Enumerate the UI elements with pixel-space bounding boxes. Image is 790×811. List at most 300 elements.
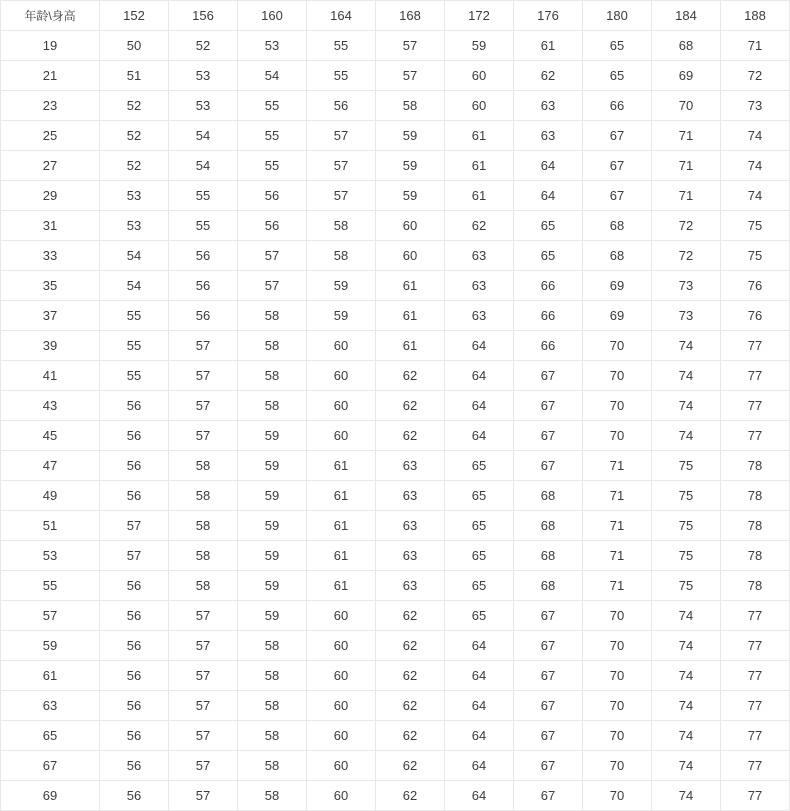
table-cell: 53 <box>238 31 307 61</box>
table-cell: 64 <box>445 361 514 391</box>
table-cell: 71 <box>652 181 721 211</box>
table-cell: 74 <box>652 331 721 361</box>
table-cell: 52 <box>100 91 169 121</box>
table-cell: 59 <box>238 571 307 601</box>
table-cell: 78 <box>721 481 790 511</box>
table-row <box>1 481 790 511</box>
table-cell: 70 <box>583 751 652 781</box>
table-cell: 72 <box>721 61 790 91</box>
table-cell: 70 <box>583 661 652 691</box>
table-row <box>1 301 790 331</box>
table-cell: 58 <box>238 391 307 421</box>
table-cell: 77 <box>721 331 790 361</box>
table-cell: 74 <box>652 361 721 391</box>
table-cell: 65 <box>445 481 514 511</box>
table-cell: 59 <box>376 181 445 211</box>
table-cell: 57 <box>307 181 376 211</box>
table-cell: 53 <box>100 181 169 211</box>
table-cell: 75 <box>652 571 721 601</box>
table-cell: 74 <box>652 601 721 631</box>
table-cell: 70 <box>583 721 652 751</box>
table-cell: 57 <box>238 241 307 271</box>
table-cell: 70 <box>583 691 652 721</box>
row-header: 59 <box>1 631 100 661</box>
table-cell: 70 <box>583 331 652 361</box>
row-header: 33 <box>1 241 100 271</box>
table-cell: 58 <box>169 481 238 511</box>
table-row <box>1 451 790 481</box>
table-cell: 60 <box>307 631 376 661</box>
table-cell: 60 <box>307 781 376 811</box>
table-cell: 62 <box>376 391 445 421</box>
table-cell: 58 <box>238 331 307 361</box>
table-cell: 56 <box>100 721 169 751</box>
table-cell: 56 <box>100 421 169 451</box>
table-cell: 56 <box>307 91 376 121</box>
table-body <box>1 31 790 811</box>
table-row <box>1 61 790 91</box>
table-cell: 78 <box>721 541 790 571</box>
column-header: 152 <box>100 1 169 31</box>
table-cell: 72 <box>652 241 721 271</box>
table-cell: 64 <box>514 181 583 211</box>
table-cell: 64 <box>514 151 583 181</box>
table-cell: 75 <box>652 451 721 481</box>
table-cell: 57 <box>100 541 169 571</box>
table-cell: 64 <box>445 421 514 451</box>
table-cell: 75 <box>652 541 721 571</box>
table-cell: 56 <box>100 391 169 421</box>
table-corner-header: 年龄\身高 <box>1 1 100 31</box>
table-cell: 61 <box>307 481 376 511</box>
row-header: 55 <box>1 571 100 601</box>
table-cell: 68 <box>514 571 583 601</box>
table-row <box>1 181 790 211</box>
table-cell: 77 <box>721 721 790 751</box>
table-cell: 62 <box>376 601 445 631</box>
row-header: 31 <box>1 211 100 241</box>
table-cell: 70 <box>583 601 652 631</box>
table-cell: 53 <box>169 61 238 91</box>
table-cell: 59 <box>376 151 445 181</box>
table-cell: 73 <box>721 91 790 121</box>
table-cell: 55 <box>238 151 307 181</box>
table-cell: 57 <box>169 631 238 661</box>
table-cell: 61 <box>514 31 583 61</box>
table-cell: 70 <box>583 631 652 661</box>
table-cell: 78 <box>721 571 790 601</box>
row-header: 47 <box>1 451 100 481</box>
table-cell: 65 <box>445 541 514 571</box>
table-cell: 61 <box>307 541 376 571</box>
table-cell: 58 <box>169 571 238 601</box>
table-row <box>1 391 790 421</box>
table-cell: 63 <box>514 91 583 121</box>
table-cell: 67 <box>514 601 583 631</box>
table-cell: 70 <box>583 391 652 421</box>
table-cell: 75 <box>652 481 721 511</box>
table-row <box>1 631 790 661</box>
table-cell: 59 <box>238 421 307 451</box>
table-cell: 60 <box>376 211 445 241</box>
table-cell: 71 <box>652 151 721 181</box>
table-row <box>1 661 790 691</box>
row-header: 25 <box>1 121 100 151</box>
table-cell: 56 <box>169 241 238 271</box>
table-header <box>1 1 790 31</box>
table-cell: 60 <box>307 361 376 391</box>
table-cell: 67 <box>514 391 583 421</box>
table-cell: 55 <box>169 181 238 211</box>
table-cell: 67 <box>514 631 583 661</box>
table-cell: 74 <box>652 751 721 781</box>
table-cell: 56 <box>100 751 169 781</box>
table-cell: 65 <box>445 511 514 541</box>
table-cell: 58 <box>169 541 238 571</box>
table-cell: 68 <box>583 211 652 241</box>
table-cell: 56 <box>238 181 307 211</box>
column-header: 156 <box>169 1 238 31</box>
table-cell: 52 <box>100 121 169 151</box>
table-cell: 77 <box>721 391 790 421</box>
table-cell: 59 <box>307 301 376 331</box>
table-cell: 60 <box>307 331 376 361</box>
row-header: 19 <box>1 31 100 61</box>
table-row <box>1 31 790 61</box>
table-cell: 67 <box>514 451 583 481</box>
table-header-row <box>1 1 790 31</box>
row-header: 43 <box>1 391 100 421</box>
table-cell: 58 <box>376 91 445 121</box>
table-row <box>1 331 790 361</box>
row-header: 49 <box>1 481 100 511</box>
table-row <box>1 421 790 451</box>
table-row <box>1 541 790 571</box>
table-cell: 74 <box>721 121 790 151</box>
table-cell: 55 <box>307 61 376 91</box>
table-cell: 75 <box>721 211 790 241</box>
table-cell: 57 <box>376 31 445 61</box>
row-header: 29 <box>1 181 100 211</box>
table-cell: 77 <box>721 661 790 691</box>
table-row <box>1 361 790 391</box>
table-cell: 50 <box>100 31 169 61</box>
table-cell: 58 <box>238 751 307 781</box>
table-cell: 73 <box>652 301 721 331</box>
table-row <box>1 691 790 721</box>
table-cell: 67 <box>514 691 583 721</box>
table-cell: 64 <box>445 781 514 811</box>
table-cell: 57 <box>169 421 238 451</box>
table-cell: 62 <box>376 421 445 451</box>
table-cell: 60 <box>307 421 376 451</box>
table-cell: 77 <box>721 751 790 781</box>
table-row <box>1 121 790 151</box>
column-header: 172 <box>445 1 514 31</box>
table-cell: 65 <box>583 61 652 91</box>
table-cell: 59 <box>238 481 307 511</box>
table-cell: 56 <box>100 631 169 661</box>
table-cell: 61 <box>445 181 514 211</box>
table-cell: 74 <box>652 391 721 421</box>
table-cell: 64 <box>445 691 514 721</box>
table-cell: 74 <box>721 151 790 181</box>
row-header: 41 <box>1 361 100 391</box>
table-cell: 63 <box>445 271 514 301</box>
table-cell: 58 <box>238 781 307 811</box>
table-cell: 55 <box>238 91 307 121</box>
column-header: 180 <box>583 1 652 31</box>
table-cell: 68 <box>652 31 721 61</box>
table-cell: 56 <box>100 481 169 511</box>
table-cell: 67 <box>514 361 583 391</box>
table-cell: 55 <box>100 331 169 361</box>
table-cell: 76 <box>721 301 790 331</box>
table-cell: 59 <box>238 541 307 571</box>
row-header: 23 <box>1 91 100 121</box>
table-cell: 63 <box>445 241 514 271</box>
table-cell: 71 <box>721 31 790 61</box>
table-cell: 59 <box>445 31 514 61</box>
table-row <box>1 511 790 541</box>
table-cell: 64 <box>445 661 514 691</box>
table-cell: 71 <box>652 121 721 151</box>
table-row <box>1 241 790 271</box>
table-cell: 63 <box>376 451 445 481</box>
row-header: 65 <box>1 721 100 751</box>
row-header: 53 <box>1 541 100 571</box>
table-cell: 63 <box>376 481 445 511</box>
table-cell: 57 <box>169 391 238 421</box>
table-row <box>1 721 790 751</box>
table-cell: 69 <box>583 271 652 301</box>
table-cell: 64 <box>445 751 514 781</box>
table-cell: 76 <box>721 271 790 301</box>
table-cell: 67 <box>583 151 652 181</box>
table-row <box>1 211 790 241</box>
table-row <box>1 91 790 121</box>
table-cell: 65 <box>583 31 652 61</box>
table-cell: 78 <box>721 511 790 541</box>
table-cell: 74 <box>652 421 721 451</box>
table-cell: 61 <box>376 301 445 331</box>
table-cell: 74 <box>652 691 721 721</box>
table-cell: 60 <box>307 751 376 781</box>
table-cell: 62 <box>376 691 445 721</box>
table-cell: 64 <box>445 721 514 751</box>
table-cell: 57 <box>376 61 445 91</box>
table-cell: 64 <box>445 331 514 361</box>
table-cell: 70 <box>583 421 652 451</box>
table-cell: 62 <box>376 721 445 751</box>
row-header: 27 <box>1 151 100 181</box>
table-cell: 62 <box>376 781 445 811</box>
table-cell: 60 <box>445 91 514 121</box>
table-cell: 60 <box>307 691 376 721</box>
table-cell: 66 <box>514 301 583 331</box>
table-cell: 57 <box>169 361 238 391</box>
table-cell: 77 <box>721 361 790 391</box>
table-cell: 57 <box>169 331 238 361</box>
table-cell: 56 <box>100 601 169 631</box>
table-cell: 57 <box>169 661 238 691</box>
table-cell: 58 <box>238 631 307 661</box>
column-header: 176 <box>514 1 583 31</box>
table-cell: 65 <box>514 241 583 271</box>
table-row <box>1 151 790 181</box>
row-header: 37 <box>1 301 100 331</box>
table-cell: 64 <box>445 391 514 421</box>
row-header: 67 <box>1 751 100 781</box>
table-cell: 67 <box>514 421 583 451</box>
table-cell: 71 <box>583 511 652 541</box>
table-cell: 55 <box>100 361 169 391</box>
table-cell: 77 <box>721 781 790 811</box>
table-cell: 69 <box>583 301 652 331</box>
table-cell: 69 <box>652 61 721 91</box>
table-cell: 56 <box>100 691 169 721</box>
table-cell: 58 <box>238 691 307 721</box>
table-cell: 74 <box>721 181 790 211</box>
table-cell: 70 <box>583 781 652 811</box>
table-cell: 57 <box>100 511 169 541</box>
table-cell: 67 <box>583 181 652 211</box>
table-cell: 68 <box>514 511 583 541</box>
table-cell: 65 <box>445 451 514 481</box>
table-cell: 71 <box>583 481 652 511</box>
table-cell: 57 <box>169 691 238 721</box>
table-cell: 58 <box>307 211 376 241</box>
row-header: 45 <box>1 421 100 451</box>
table-cell: 77 <box>721 601 790 631</box>
table-cell: 54 <box>100 241 169 271</box>
table-cell: 73 <box>652 271 721 301</box>
table-cell: 57 <box>307 151 376 181</box>
column-header: 164 <box>307 1 376 31</box>
table-cell: 63 <box>514 121 583 151</box>
table-cell: 60 <box>307 391 376 421</box>
table-cell: 59 <box>238 511 307 541</box>
table-cell: 58 <box>169 511 238 541</box>
column-header: 188 <box>721 1 790 31</box>
table-cell: 65 <box>445 601 514 631</box>
table-row <box>1 601 790 631</box>
table-cell: 63 <box>445 301 514 331</box>
table-cell: 68 <box>514 541 583 571</box>
row-header: 39 <box>1 331 100 361</box>
table-cell: 75 <box>721 241 790 271</box>
table-cell: 61 <box>445 121 514 151</box>
table-cell: 71 <box>583 571 652 601</box>
table-cell: 58 <box>307 241 376 271</box>
table-cell: 77 <box>721 631 790 661</box>
table-cell: 58 <box>169 451 238 481</box>
table-cell: 60 <box>307 661 376 691</box>
row-header: 69 <box>1 781 100 811</box>
table-cell: 59 <box>238 601 307 631</box>
column-header: 160 <box>238 1 307 31</box>
table-cell: 58 <box>238 721 307 751</box>
table-cell: 61 <box>307 511 376 541</box>
table-cell: 58 <box>238 301 307 331</box>
table-cell: 77 <box>721 691 790 721</box>
table-cell: 60 <box>445 61 514 91</box>
table-cell: 63 <box>376 571 445 601</box>
table-cell: 74 <box>652 661 721 691</box>
table-cell: 74 <box>652 631 721 661</box>
table-cell: 67 <box>514 751 583 781</box>
table-cell: 61 <box>307 571 376 601</box>
row-header: 57 <box>1 601 100 631</box>
table-cell: 56 <box>100 661 169 691</box>
column-header: 168 <box>376 1 445 31</box>
table-cell: 55 <box>307 31 376 61</box>
table-cell: 61 <box>307 451 376 481</box>
table-cell: 67 <box>514 781 583 811</box>
table-cell: 63 <box>376 541 445 571</box>
table-cell: 63 <box>376 511 445 541</box>
table-cell: 57 <box>169 781 238 811</box>
table-cell: 71 <box>583 451 652 481</box>
table-cell: 74 <box>652 781 721 811</box>
table-cell: 54 <box>169 151 238 181</box>
table-cell: 57 <box>169 721 238 751</box>
table-cell: 60 <box>376 241 445 271</box>
table-cell: 65 <box>514 211 583 241</box>
table-cell: 70 <box>583 361 652 391</box>
table-cell: 59 <box>238 451 307 481</box>
table-cell: 54 <box>169 121 238 151</box>
table-cell: 62 <box>376 361 445 391</box>
table-cell: 78 <box>721 451 790 481</box>
table-cell: 67 <box>514 721 583 751</box>
table-cell: 66 <box>514 271 583 301</box>
row-header: 21 <box>1 61 100 91</box>
table-row <box>1 271 790 301</box>
table-cell: 70 <box>652 91 721 121</box>
table-row <box>1 781 790 811</box>
table-row <box>1 571 790 601</box>
table-cell: 56 <box>169 271 238 301</box>
table-cell: 71 <box>583 541 652 571</box>
row-header: 63 <box>1 691 100 721</box>
table-cell: 54 <box>238 61 307 91</box>
table-cell: 67 <box>583 121 652 151</box>
table-cell: 66 <box>514 331 583 361</box>
table-cell: 51 <box>100 61 169 91</box>
table-cell: 61 <box>376 271 445 301</box>
table-cell: 56 <box>100 451 169 481</box>
table-cell: 55 <box>100 301 169 331</box>
table-cell: 60 <box>307 721 376 751</box>
table-cell: 77 <box>721 421 790 451</box>
table-cell: 57 <box>307 121 376 151</box>
table-cell: 57 <box>169 601 238 631</box>
table-cell: 58 <box>238 361 307 391</box>
table-cell: 62 <box>376 661 445 691</box>
table-cell: 68 <box>583 241 652 271</box>
table-row <box>1 751 790 781</box>
table-cell: 62 <box>376 751 445 781</box>
table-cell: 64 <box>445 631 514 661</box>
table-cell: 58 <box>238 661 307 691</box>
table-cell: 54 <box>100 271 169 301</box>
table-cell: 66 <box>583 91 652 121</box>
table-cell: 52 <box>100 151 169 181</box>
table-cell: 56 <box>100 781 169 811</box>
table-cell: 55 <box>169 211 238 241</box>
table-cell: 52 <box>169 31 238 61</box>
